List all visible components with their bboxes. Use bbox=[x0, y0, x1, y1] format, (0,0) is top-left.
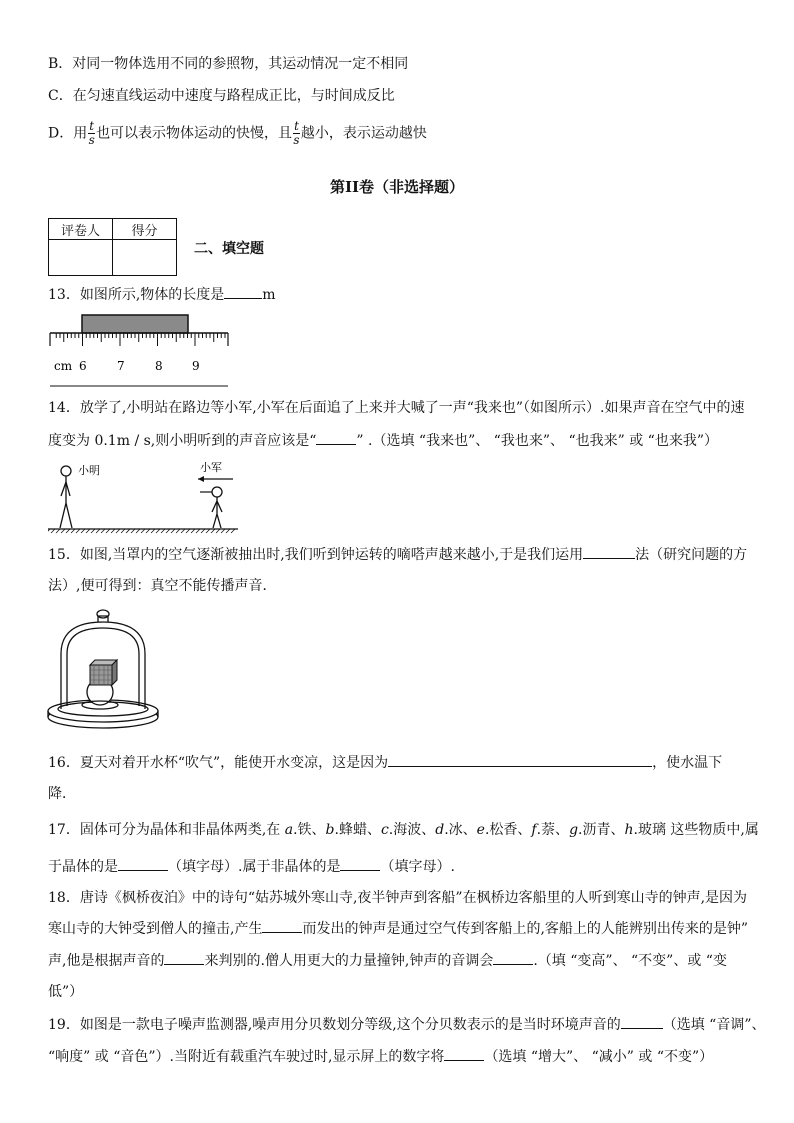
q17-text-mid: （填字母）.属于非晶体的是 bbox=[168, 859, 341, 875]
question-18-line2 bbox=[48, 918, 748, 939]
fraction-t-over-s-2 bbox=[293, 120, 300, 147]
label-xiaojun: 小军 bbox=[200, 461, 222, 474]
option-c: C．在匀速直线运动中速度与路程成正比，与时间成反比 bbox=[48, 88, 395, 104]
section-title: 第II卷（非选择题） bbox=[329, 178, 465, 196]
option-b: B．对同一物体选用不同的参照物，其运动情况一定不相同 bbox=[48, 56, 409, 72]
score-table bbox=[48, 218, 177, 276]
q17-item-d-name: .冰、 bbox=[444, 822, 477, 838]
q17-text-before: 17．固体可分为晶体和非晶体两类,在 bbox=[48, 822, 285, 838]
option-d-prefix: D．用 bbox=[48, 125, 88, 142]
q17-item-b: b bbox=[325, 822, 335, 838]
tick-label-9: 9 bbox=[192, 359, 200, 373]
q19-text-2-after: （选填 “增大”、 “减小” 或 “不变”） bbox=[484, 1049, 714, 1065]
question-17-line2 bbox=[48, 856, 455, 877]
frac-den-2: s bbox=[293, 133, 300, 147]
q17-item-f: f bbox=[531, 822, 537, 838]
question-14-line2 bbox=[48, 430, 718, 451]
score-table-grader: 评卷人 bbox=[49, 219, 113, 240]
q18-blank-2[interactable] bbox=[164, 950, 204, 965]
question-18-line1: 18．唐诗《枫桥夜泊》中的诗句“姑苏城外寒山寺,夜半钟声到客船”在枫桥边客船里的人听到寒山寺的钟声,是因为 bbox=[48, 890, 748, 906]
question-18-line4: 低”） bbox=[48, 984, 84, 1000]
q18-text-after: 而发出的钟声是通过空气传到客船上的,客船上的人能辨别出传来的是钟” bbox=[302, 921, 749, 937]
q18-text-3-mid: 来判别的.僧人用更大的力量撞钟,钟声的音调会 bbox=[204, 953, 494, 969]
q17-text-before-2: 于晶体的是 bbox=[48, 859, 118, 875]
xiaoming-figure bbox=[60, 466, 72, 528]
q14-answer-blank[interactable] bbox=[316, 430, 356, 445]
tick-label-7: 7 bbox=[117, 359, 125, 373]
ruler-ticks bbox=[56, 333, 225, 346]
q17-crystal-blank[interactable] bbox=[118, 856, 168, 871]
question-13 bbox=[48, 284, 276, 305]
q13-answer-blank[interactable] bbox=[224, 284, 262, 299]
q15-text-after: 法（研究问题的方 bbox=[635, 547, 748, 563]
q17-item-g: g bbox=[569, 822, 579, 838]
q16-text-after: ，使水温下 bbox=[652, 755, 723, 771]
q19-text-2-before: “响度” 或 “音色”）.当附近有载重汽车驶过时,显示屏上的数字将 bbox=[48, 1049, 445, 1065]
question-15-line2: 法）,便可得到：真空不能传播声音． bbox=[48, 578, 277, 594]
bell-jar-figure bbox=[44, 608, 162, 736]
ruler-figure bbox=[48, 310, 230, 390]
q17-item-d: d bbox=[435, 822, 445, 838]
q19-blank-1[interactable] bbox=[621, 1014, 663, 1029]
q16-text-before: 16．夏天对着开水杯“吹气”，能使开水变凉，这是因为 bbox=[48, 755, 389, 771]
q17-item-b-name: .蜂蜡、 bbox=[334, 822, 381, 838]
q17-item-e: e bbox=[476, 822, 485, 838]
q17-text-after: （填字母）. bbox=[380, 859, 455, 875]
score-table-score: 得分 bbox=[113, 219, 177, 240]
option-d bbox=[48, 120, 427, 147]
q17-item-e-name: .松香、 bbox=[484, 822, 532, 838]
q17-item-c-name: .海波、 bbox=[388, 822, 436, 838]
q13-text: 13．如图所示,物体的长度是 bbox=[48, 287, 225, 303]
label-xiaoming: 小明 bbox=[78, 464, 100, 477]
q13-unit: m bbox=[262, 287, 276, 303]
q18-blank-1[interactable] bbox=[262, 918, 302, 933]
option-d-suffix: 越小，表示运动越快 bbox=[300, 125, 427, 142]
grader-cell[interactable] bbox=[49, 240, 113, 276]
score-cell[interactable] bbox=[113, 240, 177, 276]
q17-item-g-name: .沥青、 bbox=[578, 822, 625, 838]
q19-blank-2[interactable] bbox=[444, 1046, 484, 1061]
arrowhead bbox=[198, 476, 204, 482]
section-heading: 二、填空题 bbox=[194, 241, 264, 257]
question-16-line1 bbox=[48, 752, 722, 773]
q17-noncrystal-blank[interactable] bbox=[340, 856, 380, 871]
question-15-line1 bbox=[48, 544, 747, 565]
frac-num: t bbox=[89, 119, 95, 133]
q18-text-before: 寒山寺的大钟受到僧人的撞击,产生 bbox=[48, 921, 263, 937]
question-18-line3 bbox=[48, 950, 727, 971]
q18-text-3-before: 声,他是根据声音的 bbox=[48, 953, 165, 969]
shouting-figure bbox=[48, 458, 238, 534]
q17-item-c: c bbox=[380, 822, 389, 838]
question-19-line2 bbox=[48, 1046, 713, 1067]
question-19-line1 bbox=[48, 1014, 765, 1035]
q18-text-3-after: .（填 “变高”、 “不变”、或 “变 bbox=[533, 953, 727, 969]
q17-item-a: a bbox=[284, 822, 294, 838]
q15-text-before: 15．如图,当罩内的空气逐渐被抽出时,我们听到钟运转的嘀嗒声越来越小,于是我们运用 bbox=[48, 547, 584, 563]
jar-knob bbox=[97, 610, 109, 618]
question-14-line1: 14．放学了,小明站在路边等小军,小军在后面追了上来并大喊了一声“我来也”（如图所示）.如果声音在空气中的速 bbox=[48, 400, 745, 416]
tick-label-8: 8 bbox=[155, 359, 163, 373]
q19-text-before: 19．如图是一款电子噪声监测器,噪声用分贝数划分等级,这个分贝数表示的是当时环境声音的 bbox=[48, 1017, 621, 1033]
q17-item-h-name: .玻璃 这些物质中,属 bbox=[633, 822, 759, 838]
q15-answer-blank[interactable] bbox=[583, 544, 635, 559]
q17-item-a-name: .铁、 bbox=[293, 822, 326, 838]
q17-item-f-name: .萘、 bbox=[536, 822, 570, 838]
fraction-t-over-s bbox=[88, 120, 95, 147]
option-d-mid: 也可以表示物体运动的快慢，且 bbox=[96, 125, 293, 142]
question-17-line1 bbox=[48, 820, 759, 840]
q16-answer-blank[interactable] bbox=[388, 752, 652, 767]
ruler-unit: cm bbox=[54, 359, 73, 373]
question-16-line2: 降． bbox=[48, 786, 76, 802]
q14-text-after: ” .（选填 “我来也”、 “我也来”、 “也我来” 或 “也来我”） bbox=[356, 433, 718, 449]
q19-text-after: （选填 “音调”、 bbox=[662, 1017, 766, 1033]
q18-blank-3[interactable] bbox=[493, 950, 533, 965]
q17-item-h: h bbox=[624, 822, 634, 838]
xiaojun-figure bbox=[212, 487, 222, 528]
frac-num-2: t bbox=[294, 119, 299, 133]
tick-label-6: 6 bbox=[79, 359, 87, 373]
frac-den: s bbox=[88, 133, 95, 147]
measured-object bbox=[82, 315, 188, 333]
q14-text-before: 度变为 0.1m / s,则小明听到的声音应该是“ bbox=[48, 433, 317, 449]
clock-mechanism bbox=[90, 660, 117, 685]
